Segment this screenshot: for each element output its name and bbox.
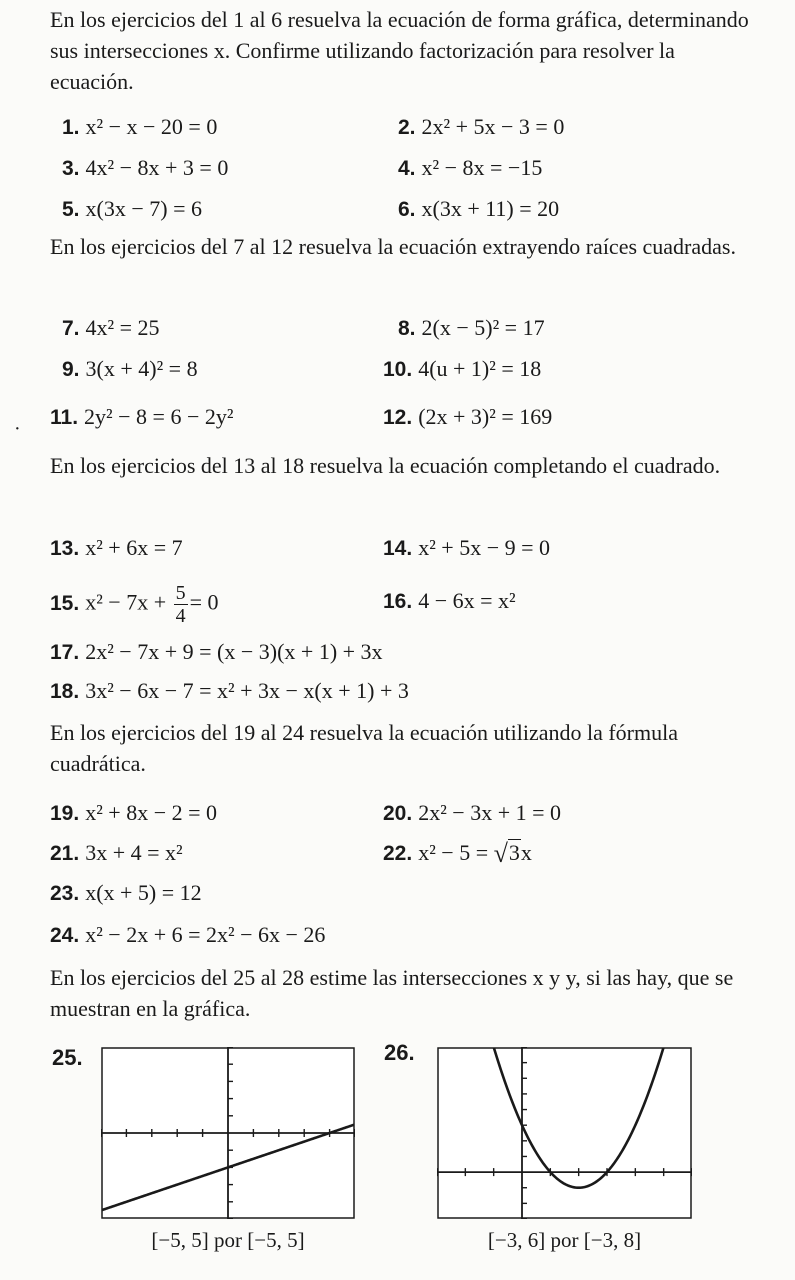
exercise-number: 14. <box>383 537 413 560</box>
fraction <box>174 582 188 627</box>
exercise-21 <box>50 836 183 870</box>
exercise-number: 2. <box>398 116 416 139</box>
exercise-number: 23. <box>50 882 80 905</box>
equation: 2x² + 5x − 3 = 0 <box>421 114 565 139</box>
exercise-14 <box>383 531 550 565</box>
fraction-denominator: 4 <box>175 605 186 627</box>
exercise-24 <box>50 918 325 952</box>
exercise-number: 9. <box>62 358 80 381</box>
equation: 4x² − 8x + 3 = 0 <box>85 155 229 180</box>
exercise-number: 19. <box>50 802 80 825</box>
instructions-19-24: En los ejercicios del 19 al 24 resuelva la ecuación utilizando la fórmula cuadrática. <box>50 720 678 776</box>
exercise-number: 18. <box>50 680 80 703</box>
exercise-7 <box>62 311 160 345</box>
exercise-23 <box>50 876 202 910</box>
equation: 2x² − 3x + 1 = 0 <box>418 800 562 825</box>
exercise-number: 15. <box>50 591 80 615</box>
instructions-25-28: En los ejercicios del 25 al 28 estime las intersecciones x y y, si las hay, que se muestran en la gráfica. <box>50 965 734 1021</box>
exercise-number: 13. <box>50 537 80 560</box>
exercise-number: 20. <box>383 802 413 825</box>
equation: x² + 5x − 9 = 0 <box>418 535 551 560</box>
exercise-number: 24. <box>50 924 80 947</box>
equation: 2(x − 5)² = 17 <box>421 315 545 340</box>
exercise-19 <box>50 796 217 830</box>
equation: 4x² = 25 <box>85 315 160 340</box>
exercise-16 <box>383 584 516 618</box>
exercise-4 <box>398 151 542 185</box>
equation-end: x <box>520 840 532 865</box>
exercise-3 <box>62 151 228 185</box>
graph-frame <box>438 1048 691 1218</box>
equation: 3x + 4 = x² <box>85 840 183 865</box>
exercise-18 <box>50 674 409 708</box>
equation: x² + 8x − 2 = 0 <box>85 800 218 825</box>
equation: 4(u + 1)² = 18 <box>418 356 542 381</box>
exercise-number: 7. <box>62 317 80 340</box>
instructions-13-18: En los ejercicios del 13 al 18 resuelva la ecuación completando el cuadrado. <box>50 453 721 478</box>
exercise-6 <box>398 192 559 226</box>
equation: 4 − 6x = x² <box>418 588 516 613</box>
exercise-number: 11. <box>50 406 79 429</box>
equation: 3x² − 6x − 7 = x² + 3x − x(x + 1) + 3 <box>85 678 409 703</box>
instructions-7-12: En los ejercicios del 7 al 12 resuelva la ecuación extrayendo raíces cuadradas. <box>50 234 736 259</box>
radicand: 3 <box>508 840 520 865</box>
equation: x(3x − 7) = 6 <box>85 196 202 221</box>
exercise-5 <box>62 192 202 226</box>
equation: (2x + 3)² = 169 <box>418 404 553 429</box>
figure-25-number: 25. <box>52 1045 83 1070</box>
exercise-number: 4. <box>398 157 416 180</box>
equation: x² − x − 20 = 0 <box>85 114 218 139</box>
equation: x² + 6x = 7 <box>85 535 183 560</box>
equation: x² − 5 = <box>418 840 489 865</box>
exercise-number: 3. <box>62 157 80 180</box>
equation: x(x + 5) = 12 <box>85 880 202 905</box>
graph-26-window: [−3, 6] por [−3, 8] <box>487 1228 642 1252</box>
graph-26 <box>437 1047 692 1219</box>
equation: x² − 8x = −15 <box>421 155 543 180</box>
equation: 2y² − 8 = 6 − 2y² <box>84 404 234 429</box>
equation: x(3x + 11) = 20 <box>421 196 560 221</box>
exercise-number: 8. <box>398 317 416 340</box>
fraction-numerator: 5 <box>175 582 186 604</box>
exercise-20 <box>383 796 561 830</box>
exercise-17 <box>50 635 383 669</box>
exercise-number: 21. <box>50 842 80 865</box>
stray-mark: · <box>14 418 21 440</box>
equation-end: = 0 <box>189 589 219 615</box>
equation: 3(x + 4)² = 8 <box>85 356 198 381</box>
exercise-number: 1. <box>62 116 80 139</box>
exercise-12 <box>383 400 552 434</box>
equation: x² − 7x + <box>85 589 167 615</box>
exercise-8 <box>398 311 545 345</box>
graph-25-window: [−5, 5] por [−5, 5] <box>151 1228 305 1252</box>
instructions-1-6: En los ejercicios del 1 al 6 resuelva la ecuación de forma gráfica, determinando sus intersecciones x. Confirme utilizando factorización para resolver la ecuación. <box>50 7 749 94</box>
equation: x² − 2x + 6 = 2x² − 6x − 26 <box>85 922 326 947</box>
exercise-number: 17. <box>50 641 80 664</box>
exercise-number: 16. <box>383 590 413 613</box>
exercise-10 <box>383 352 541 386</box>
exercise-13 <box>50 531 183 565</box>
exercise-number: 10. <box>383 358 413 381</box>
exercise-number: 12. <box>383 406 413 429</box>
square-root: √3 <box>493 839 520 868</box>
exercise-number: 6. <box>398 198 416 221</box>
exercise-number: 5. <box>62 198 80 221</box>
equation: 2x² − 7x + 9 = (x − 3)(x + 1) + 3x <box>85 639 383 664</box>
graph-25 <box>101 1047 355 1219</box>
exercise-number: 22. <box>383 842 413 865</box>
exercise-15 <box>50 582 219 626</box>
exercise-11 <box>50 400 233 434</box>
exercise-1 <box>62 110 217 144</box>
exercise-2 <box>398 110 564 144</box>
exercise-9 <box>62 352 198 386</box>
figure-26-number: 26. <box>384 1040 415 1065</box>
exercise-22 <box>383 836 532 870</box>
